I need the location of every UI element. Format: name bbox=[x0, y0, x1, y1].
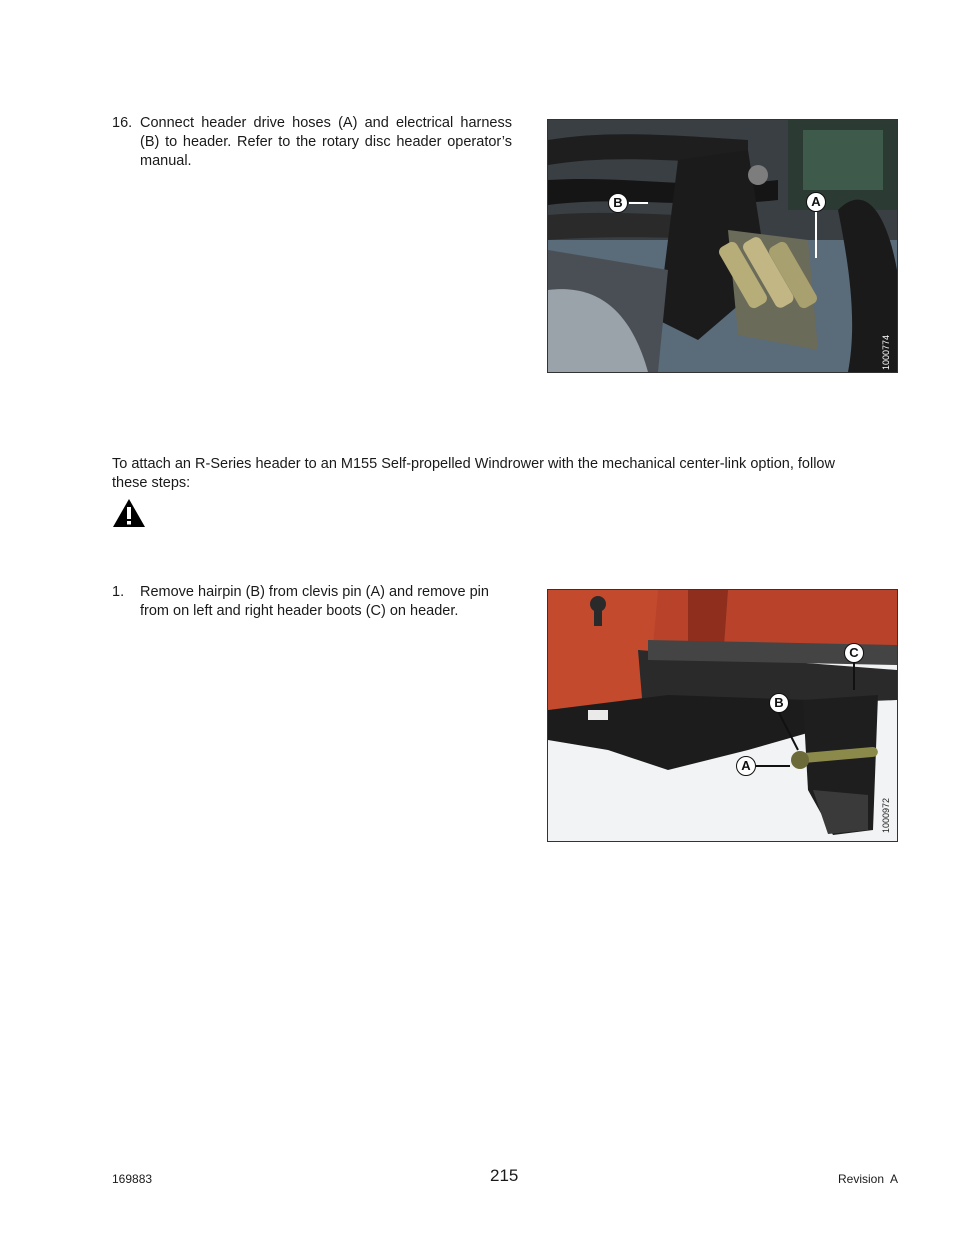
callout-a: A bbox=[736, 756, 756, 776]
callout-b: B bbox=[769, 693, 789, 713]
callout-c: C bbox=[844, 643, 864, 663]
revision: Revision A bbox=[838, 1172, 899, 1186]
doc-number: 169883 bbox=[112, 1172, 153, 1186]
leader-lines bbox=[548, 590, 897, 841]
callout-a: A bbox=[806, 192, 826, 212]
leader-lines bbox=[548, 120, 897, 372]
step-number: 1. bbox=[112, 584, 125, 600]
figure-id: 1000774 bbox=[881, 334, 891, 370]
step-text: Remove hairpin (B) from clevis pin (A) and remove pin from on left and right header boots (C) on header. bbox=[140, 584, 489, 619]
step-number: 16. bbox=[112, 115, 133, 131]
warning-icon bbox=[112, 498, 146, 533]
figure-drive-hoses bbox=[547, 119, 898, 373]
step-text: Connect header drive hoses (A) and electrical harness (B) to header. Refer to the rotary disc header operator’s manual. bbox=[140, 115, 512, 169]
intro-paragraph: To attach an R-Series header to an M155 Self-propelled Windrower with the mechanical center-link option, follow these steps: bbox=[112, 456, 835, 491]
callout-b: B bbox=[608, 193, 628, 213]
figure-header-boots bbox=[547, 589, 898, 842]
figure-id: 1000972 bbox=[881, 797, 891, 833]
page-number: 215 bbox=[490, 1166, 519, 1185]
